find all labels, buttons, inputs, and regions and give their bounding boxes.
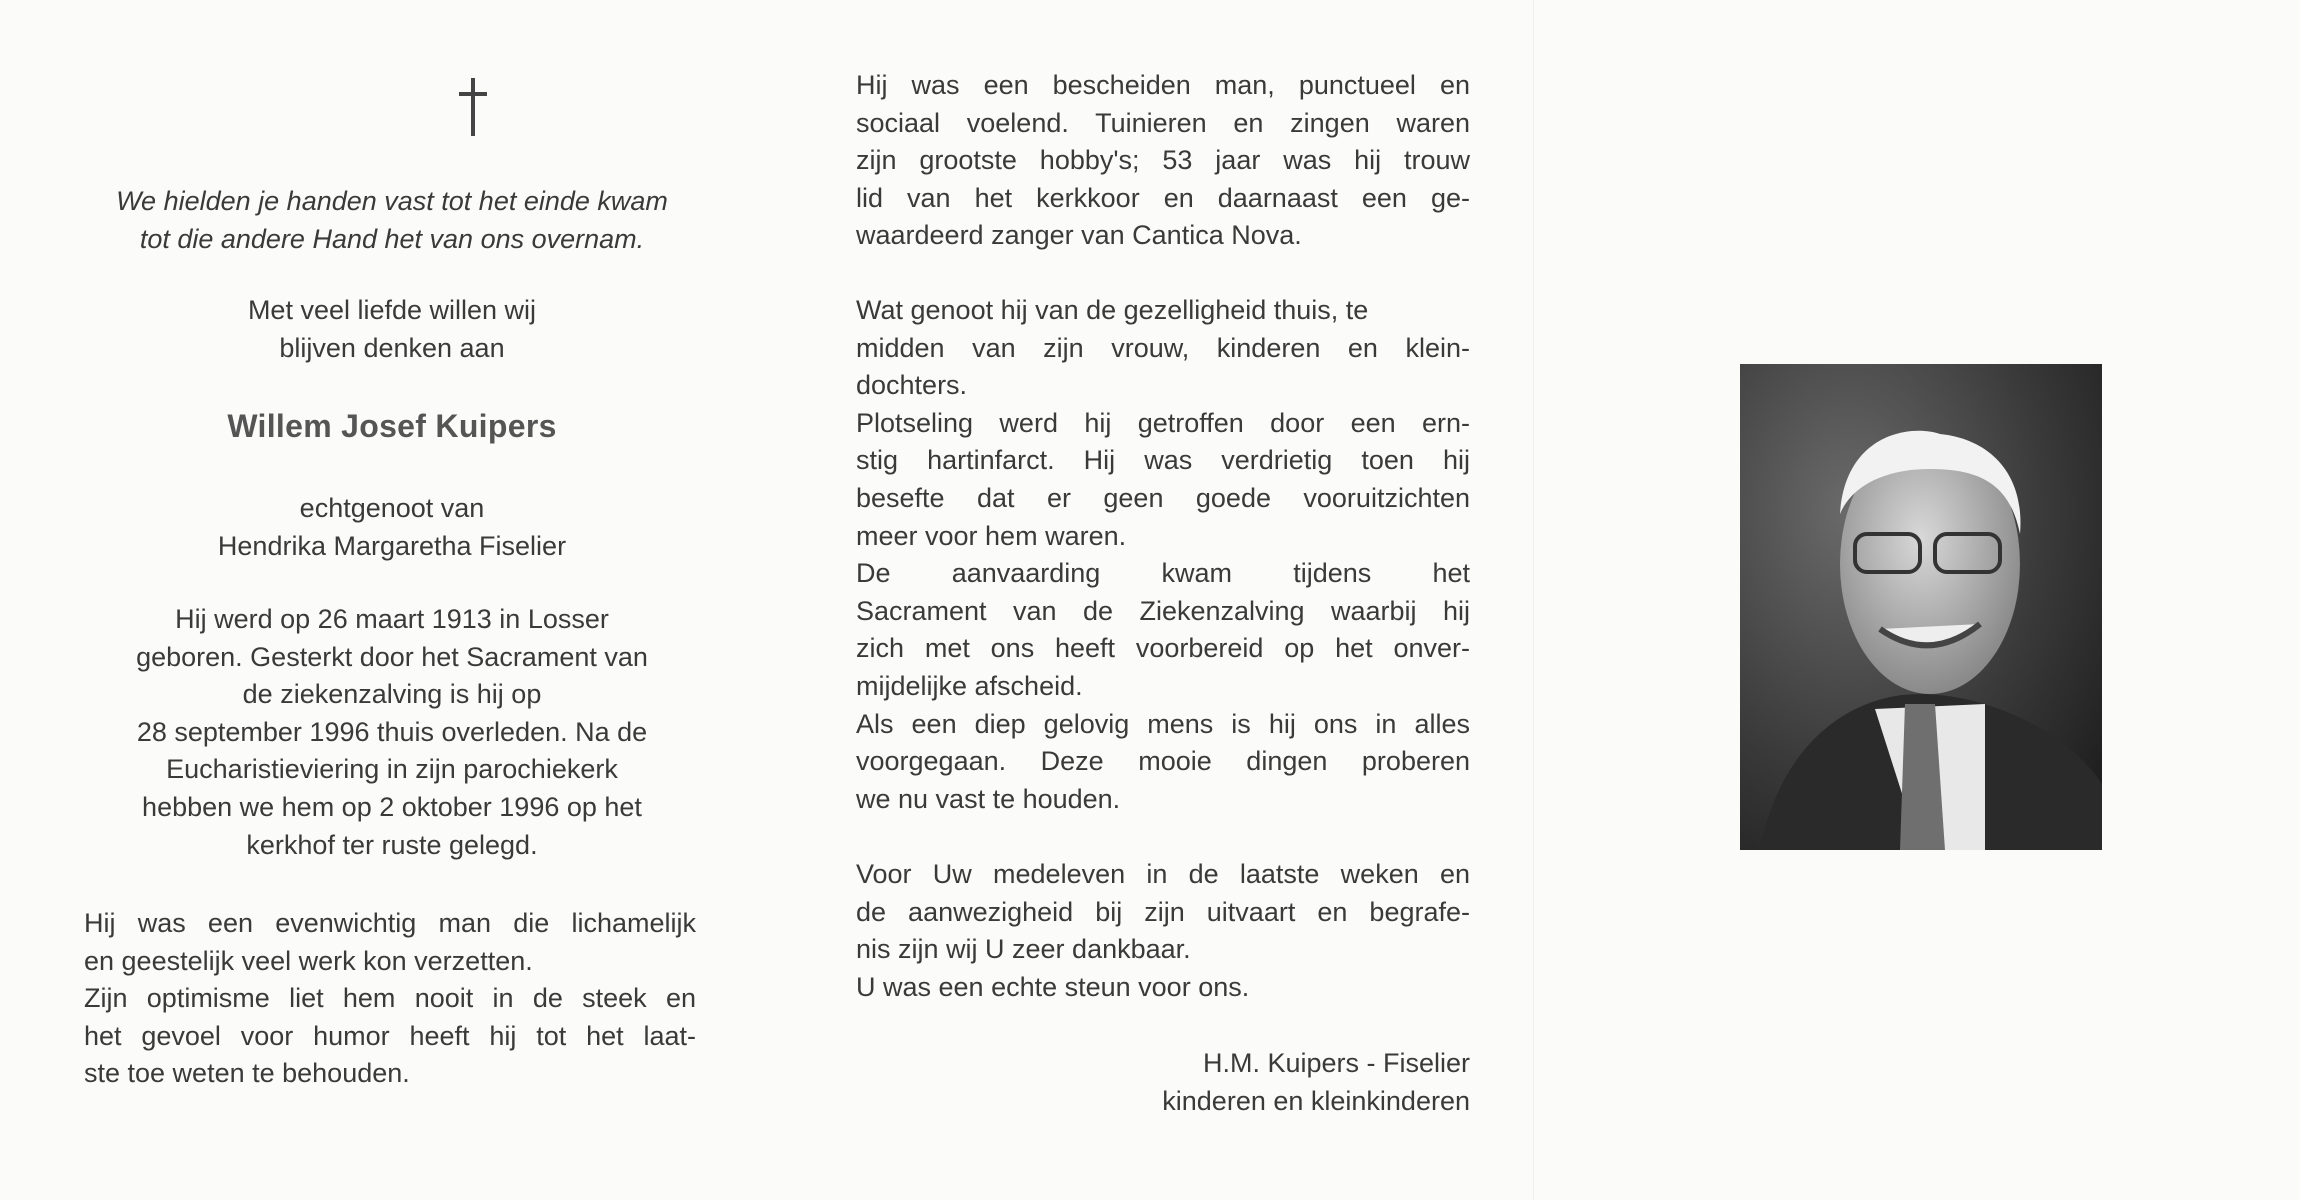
biography <box>84 601 700 864</box>
deceased-name: Willem Josef Kuipers <box>227 408 557 444</box>
text-line: kinderen en kleinkinderen <box>1162 1085 1470 1116</box>
text-line: Hij was een bescheiden man, punctueel en <box>856 70 1470 100</box>
text-line: zich met ons heeft voorbereid op het onver- <box>856 633 1470 664</box>
text-line: Zijn optimisme liet hem nooit in de steek en <box>84 983 696 1014</box>
text-line: ste toe weten te behouden. <box>84 1058 410 1089</box>
paragraph-2 <box>856 292 1470 818</box>
text-line: De aanvaarding kwam tijdens het <box>856 558 1470 589</box>
text-line: de ziekenzalving is hij op <box>242 679 542 710</box>
text-line: mijdelijke afscheid. <box>856 670 1083 701</box>
text-line: Wat genoot hij van de gezelligheid thuis, te <box>856 295 1369 325</box>
text-line: nis zijn wij U zeer dankbaar. <box>856 934 1191 965</box>
spouse-block <box>84 490 700 565</box>
text-line: stig hartinfarct. Hij was verdrietig toen hij <box>856 445 1470 476</box>
text-line: voorgegaan. Deze mooie dingen proberen <box>856 746 1470 777</box>
character-paragraph <box>84 905 696 1093</box>
text-line: dochters. <box>856 370 968 401</box>
text-line: Als een diep gelovig mens is hij ons in alles <box>856 708 1470 739</box>
text-line: We hielden je handen vast tot het einde kwam <box>116 186 668 216</box>
text-line: Eucharistieviering in zijn parochiekerk <box>166 754 618 785</box>
intro <box>84 292 700 367</box>
text-line: zijn grootste hobby's; 53 jaar was hij trouw <box>856 145 1470 176</box>
text-line: geboren. Gesterkt door het Sacrament van <box>136 641 648 672</box>
text-line: H.M. Kuipers - Fiselier <box>1202 1048 1470 1078</box>
signature <box>856 1045 1470 1120</box>
portrait-photo <box>1740 364 2102 850</box>
text-line: Sacrament van de Ziekenzalving waarbij hij <box>856 595 1470 626</box>
text-line: Met veel liefde willen wij <box>247 295 537 325</box>
paragraph-1 <box>856 67 1470 255</box>
text-line: blijven denken aan <box>279 332 505 363</box>
text-line: Plotseling werd hij getroffen door een ern- <box>856 407 1470 438</box>
paragraph-3 <box>856 856 1470 1006</box>
card-fold-line <box>1533 0 1534 1200</box>
middle-panel <box>856 0 1470 1200</box>
text-line: Voor Uw medeleven in de laatste weken en <box>856 859 1470 889</box>
verse <box>84 183 700 258</box>
text-line: en geestelijk veel werk kon verzetten. <box>84 945 533 976</box>
text-line: sociaal voelend. Tuinieren en zingen waren <box>856 107 1470 138</box>
text-line: Hij was een evenwichtig man die lichamelijk <box>84 908 696 938</box>
text-line: de aanwezigheid bij zijn uitvaart en begrafe- <box>856 896 1470 927</box>
text-line: Hij werd op 26 maart 1913 in Losser <box>175 604 609 634</box>
text-line: meer voor hem waren. <box>856 520 1127 551</box>
text-line: hebben we hem op 2 oktober 1996 op het <box>142 791 642 822</box>
text-line: we nu vast te houden. <box>856 783 1121 814</box>
text-line: U was een echte steun voor ons. <box>856 971 1250 1002</box>
left-panel <box>84 0 700 1200</box>
text-line: 28 september 1996 thuis overleden. Na de <box>136 716 648 747</box>
cross-icon <box>456 78 490 138</box>
spouse-label: echtgenoot van <box>299 493 485 523</box>
text-line: besefte dat er geen goede vooruitzichten <box>856 482 1470 513</box>
text-line: midden van zijn vrouw, kinderen en klein- <box>856 332 1470 363</box>
text-line: kerkhof ter ruste gelegd. <box>246 829 538 860</box>
text-line: lid van het kerkkoor en daarnaast een ge- <box>856 182 1470 213</box>
text-line: waardeerd zanger van Cantica Nova. <box>856 220 1302 251</box>
spouse-name: Hendrika Margaretha Fiselier <box>217 530 567 561</box>
text-line: tot die andere Hand het van ons overnam. <box>139 223 645 254</box>
text-line: het gevoel voor humor heeft hij tot het laat- <box>84 1020 696 1051</box>
